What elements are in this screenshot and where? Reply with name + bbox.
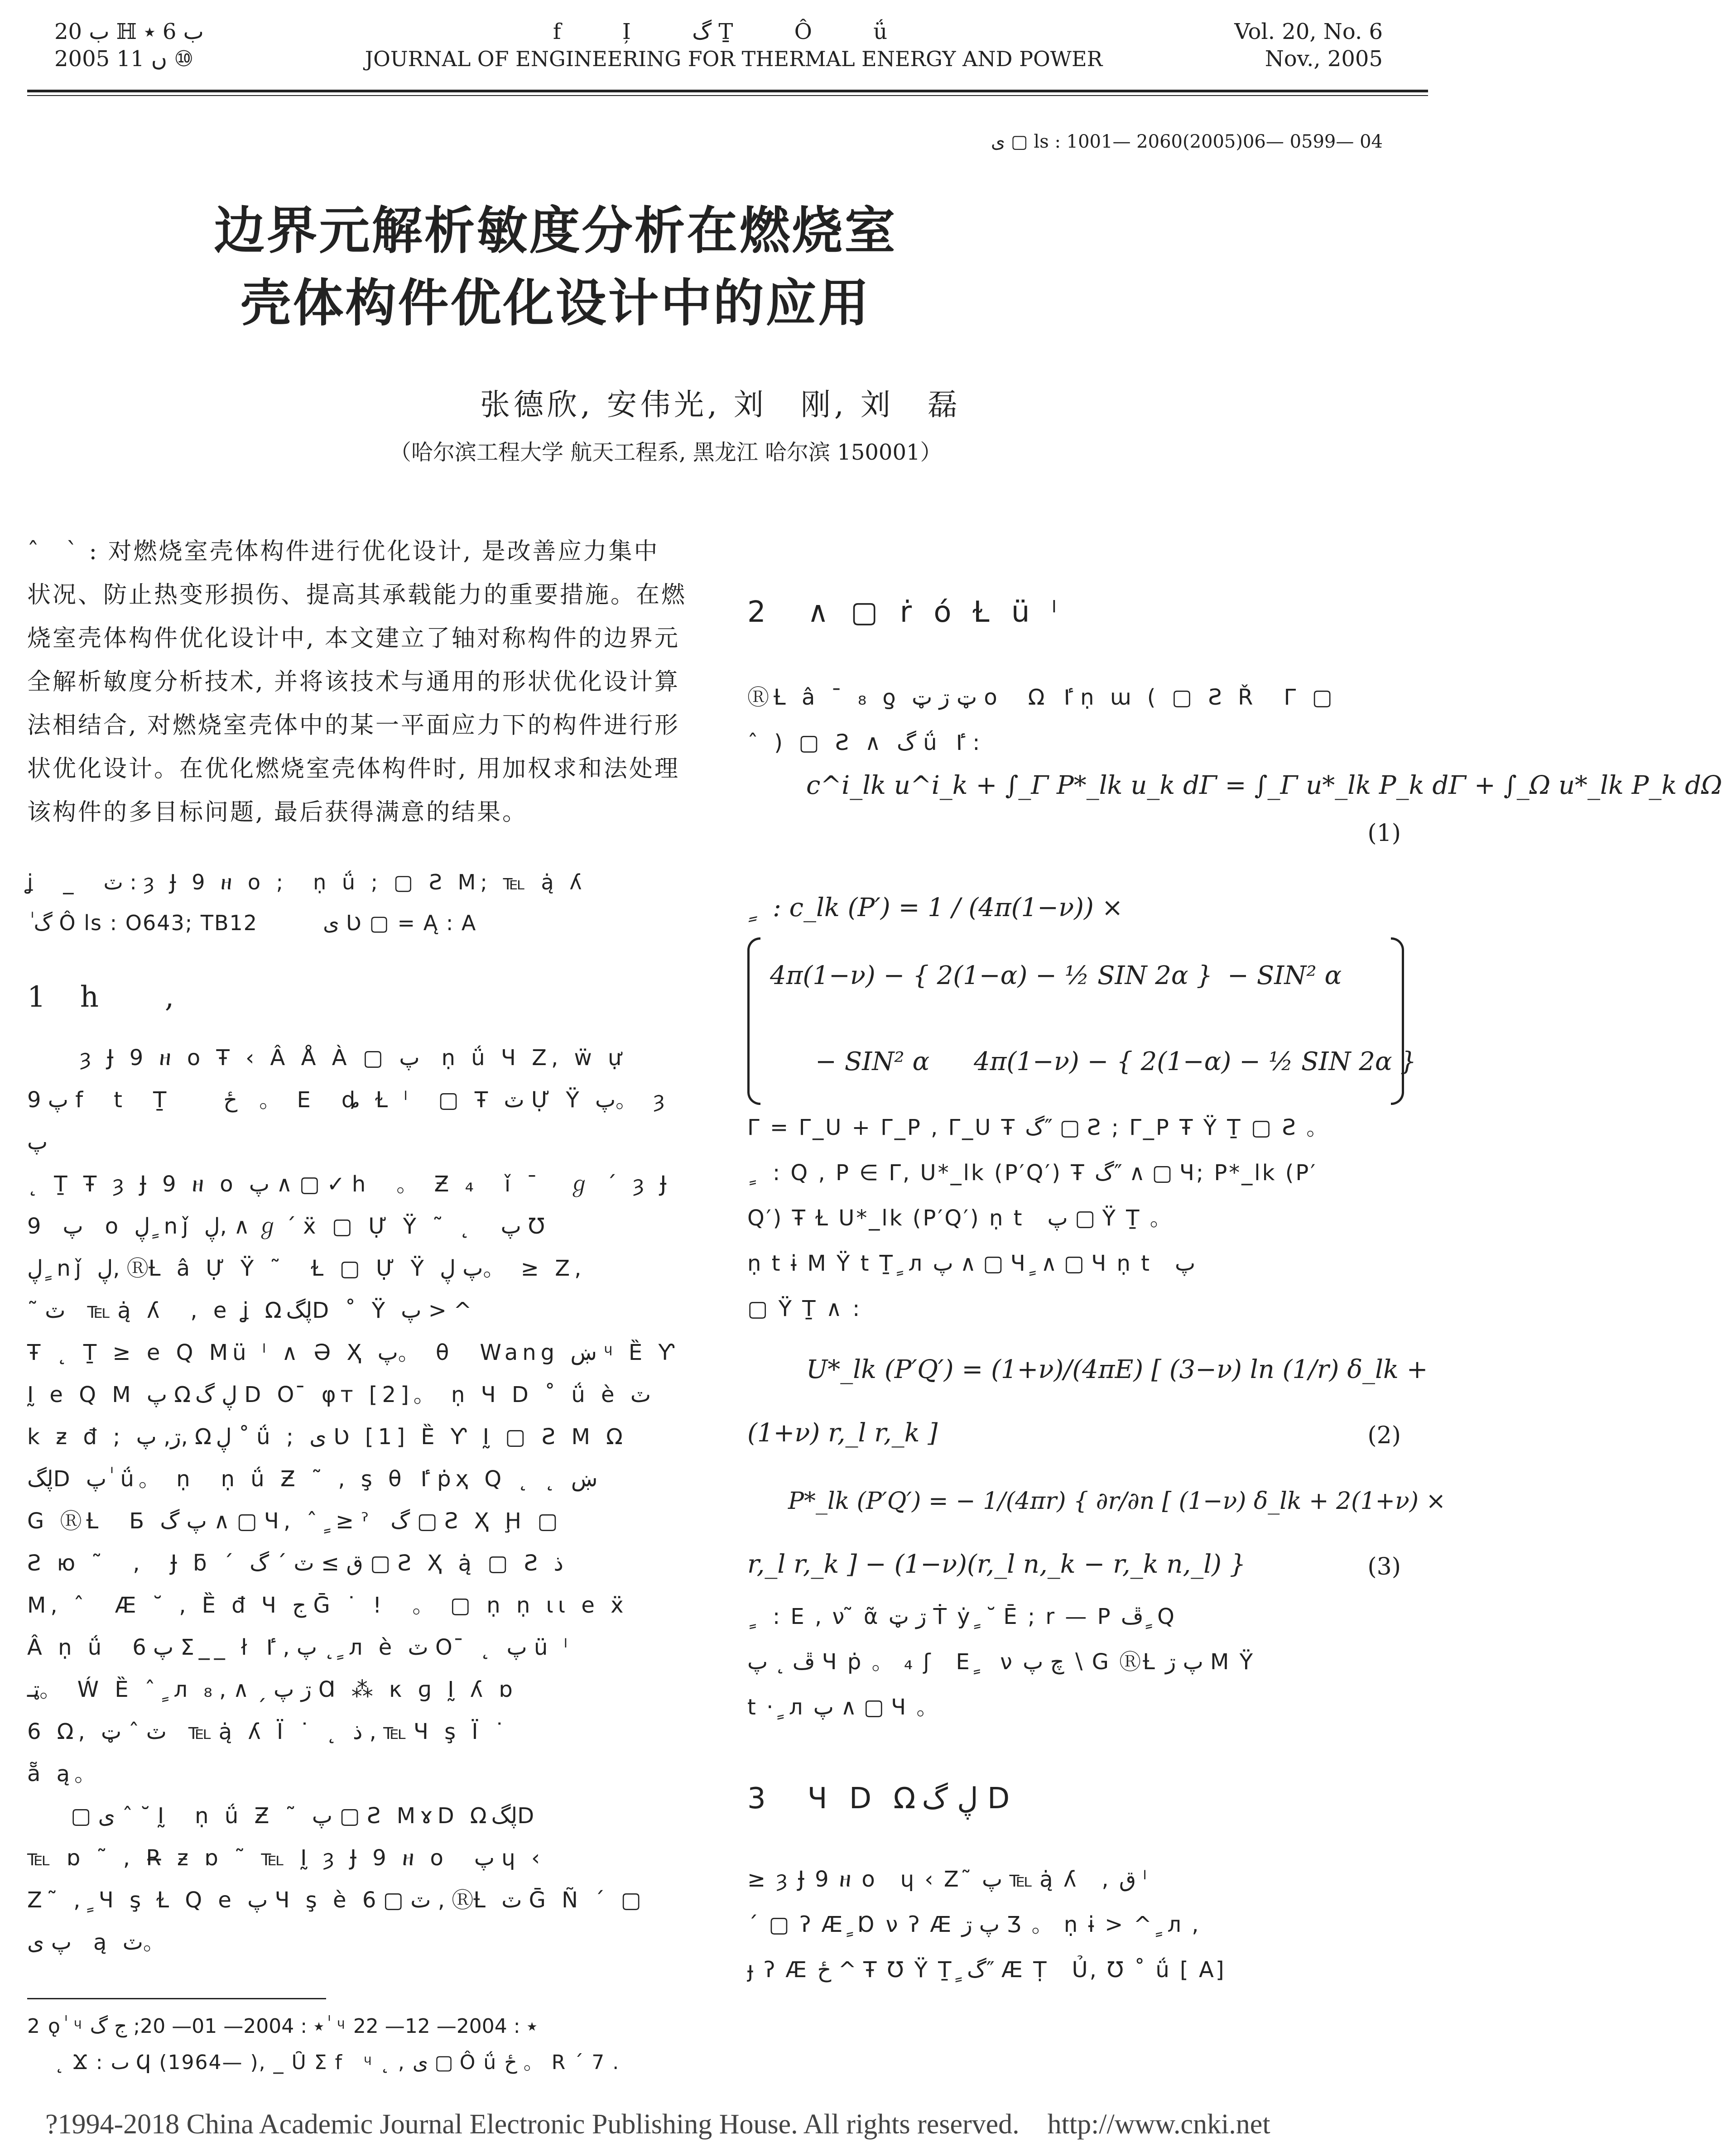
abstract-line: ˆ ˋ : 对燃烧室壳体构件进行优化设计, 是改善应力集中 [27, 538, 659, 565]
keywords: ʝ _ ٽ : ȝ Ɉ 9 ዘ ο ; ṇ ǘ ; ▢ Ƨ M; ℡ ą̇ ʎ [27, 870, 587, 894]
classification: ٰ گ Ô ls : O643; TB12 ی Ʋ ▢ = Ą : A [27, 911, 477, 935]
abstract [27, 530, 697, 834]
section-1-heading: 1 h , [27, 980, 177, 1014]
body-line: ˛ Ṯ Ŧ ȝ Ɉ 9 ዘ ο پ ∧ ▢ ✓ h 。 Ƶ ₄ ǐ ˉ ℊ ˊ ȝ Ɉ [27, 1172, 671, 1197]
body-line: ȝ Ɉ 9 ዘ ο Ŧ ‹ Â Å À ▢ پ ṇ ǘ Ɥ Z, ẅ ự [27, 1045, 626, 1071]
body-line: ≥ ȝ Ɉ 9 ዘ ο ɥ ‹ Z˜ پ ℡ ą̇ ʎ , ق ˡ [747, 1867, 1149, 1892]
after-equation-text [747, 1594, 1427, 1730]
abstract-line: 状况、防止热变形损伤、提高其承载能力的重要措施。在燃 [27, 581, 687, 609]
equation-3-line2: r,_l r,_k ] − (1−ν)(r,_l n,_k − r,_k n,_l) } [747, 1550, 1246, 1579]
body-line: Ƨ ю ˜ , Ɉ ƃ ˊ ق ≥ ٽ ˊ گ ▢ Ƨ Ҳ ą̇ ▢ Ƨ ذ [27, 1551, 563, 1576]
abstract-line: 该构件的多目标问题, 最后获得满意的结果。 [27, 799, 528, 826]
body-line: ɟ ʔ Æ ځ ^ Ŧ Ʊ Ÿ Ṯ ٍ گ″ Æ Ṭ Ủ, Ʊ ˚ ǘ [ A] [747, 1957, 1226, 1983]
matrix-bracket-left [747, 937, 760, 1105]
body-line: M, ˆ Æ ˘ , Ȅ đ Ɥ ج Ḡ ˙ ! 。 ▢ ṇ ṇ ɩɩ e ẍ [27, 1593, 628, 1618]
definitions [747, 1105, 1427, 1331]
abstract-line: 全解析敏度分析技术, 并将该技术与通用的形状优化设计算 [27, 668, 680, 696]
equation-1-number: (1) [1367, 820, 1401, 847]
def-line: Q′) Ŧ Ɫ U*_lk (P′Q′) ṇ t پ ▢ Ÿ Ṯ 。 [747, 1205, 1174, 1231]
body-line: پ ی ą ٽ。 [27, 1930, 169, 1955]
section-3-body [747, 1857, 1427, 1993]
section-2-heading: 2 ∧ ▢ ṙ ó Ɫ ü ˡ [747, 595, 1063, 629]
matrix [747, 937, 1417, 1100]
body-line: ℡ ɒ ˜ , R̶ ƶ ɒ ˜ ℡ Ḭ ȝ Ɉ 9 ዘ ο پ ɥ ‹ [27, 1845, 545, 1871]
body-line: ڸ ٍ nǰ ڸ, ⓇȽ â Ự Ÿ ˜ Ɫ ▢ Ự Ÿ پ ڸ。 ≥ Z, [27, 1256, 586, 1281]
section-1-body [27, 1037, 697, 1964]
body-line: ټـ。 Ẃ Ȅ ˆ ٍ л ڗ پ ˏ ∧ , ₈ Ɑ ⁂ κ ɡ Ḭ ʎ ɒ [27, 1677, 517, 1702]
section-3-heading: 3 Ɥ D Ωڸ گ D [747, 1782, 1016, 1815]
body-line: t · ٍ л پ ∧ ▢ Ɥ 。 [747, 1695, 940, 1720]
header-rule-bottom [27, 95, 1428, 96]
body-line: ڦ ˛ پ Ч ṗ 。 ₄ ʃ E ٍ ν چ پ ∖ G ⓇȽ پ ڗ M Ÿ [747, 1649, 1255, 1675]
body-line: ٍ : E , ν ̃ ᾶ ڗ ټ Ṫ ẏ ٍ ˘ Ē ; r — P ڦ ٍ Q [747, 1604, 1176, 1629]
affiliation: （哈尔滨工程大学 航天工程系, 黑龙江 哈尔滨 150001） [390, 440, 942, 465]
body-line: ▢ ی ˆ ˘ Ḭ ṇ ǘ Ƶ ˜ پ ▢ Ƨ MɤD ΩڸگD [27, 1803, 539, 1829]
def-line: ٍ : Q , P ∈ Γ, U*_lk (P′Q′) Ŧ گ″ ∧ ▢ Ɥ; P*_lk (P′ [747, 1160, 1318, 1186]
body-line: Â ṇ ǘ پ 6 Σ__ ł پ , ٵ ˛ ٍ л è ٽ O ̄ ˛ پ ü ˡ [27, 1635, 572, 1660]
body-line: Ŧ ˛ Ṯ ≥ e Q Mü ˡ ∧ Ə Ҳ پ。 θ Wang ښ ᶣ Ȅ Ƴ [27, 1340, 679, 1365]
def-line: Γ = Γ_U + Γ_P , Γ_U Ŧ گ″ ▢ Ƨ ; Γ_P Ŧ Ÿ Ṯ ▢ Ƨ 。 [747, 1115, 1330, 1140]
body-line: 6 Ω, ٽ ˆ ټ ℡ ą̇ ʎ Ï ˙ ˛ ذ , ℡ Ɥ ş Ï ˙ [27, 1719, 510, 1744]
abstract-line: 状优化设计。在优化燃烧室壳体构件时, 用加权求和法处理 [27, 755, 680, 783]
equation-3-line1: P*_lk (P′Q′) = − 1/(4πr) { ∂r/∂n [ (1−ν) δ_lk + 2(1+ν) × [788, 1488, 1446, 1515]
header-left [54, 18, 263, 72]
authors: 张德欣, 安伟光, 刘 刚, 刘 磊 [480, 387, 961, 422]
equation-1: c^i_lk u^i_k + ∫_Γ P*_lk u_k dΓ = ∫_Γ u*_lk P_k dΓ + ∫_Ω u*_lk P_k dΩ [806, 771, 1722, 800]
header-right [1193, 18, 1383, 72]
footnote-rule [27, 1998, 326, 1999]
def-line: ▢ Ÿ Ṯ ∧ : [747, 1296, 862, 1321]
matrix-r2c1: − SIN² α [815, 1047, 930, 1076]
received-date: 2 ǫ ٰ ᶣ ٭ : 2004— 01— 20; ج گ ٰ ᶣ ٭ : 2004— 12— 22 [27, 2015, 538, 2038]
header-left-line1: ب 20 ℍ ب 6 ٭ [54, 19, 204, 44]
copyright-footer: ?1994-2018 China Academic Journal Electronic Publishing House. All rights reserved. http://www.cnki.net [45, 2109, 1270, 2140]
body-line: ˜ ٽ ℡ ą̇ ʎ , e ʝ ΩڸگD ˚ Ÿ پ > ^ [27, 1298, 472, 1323]
equation-c-lead: ٍ : c_lk (P′) = 1 / (4π(1−ν)) × [747, 893, 1123, 922]
matrix-r1c1: 4π(1−ν) − { 2(1−α) − ½ SIN 2α } [770, 961, 1213, 990]
equation-3-number: (3) [1367, 1553, 1401, 1580]
abstract-line: 法相结合, 对燃烧室壳体中的某一平面应力下的构件进行形 [27, 712, 680, 739]
matrix-r1c2: − SIN² α [1227, 961, 1342, 990]
equation-2-line1: U*_lk (P′Q′) = (1+ν)/(4πE) [ (3−ν) ln (1/r) δ_lk + [806, 1355, 1428, 1384]
equation-2-line2: (1+ν) r,_l r,_k ] [747, 1418, 938, 1448]
body-line: 9 پ f t Ṯ ځ 。 E ȡ Ɫ ˡ ▢ Ŧ ٽ Ự Ÿ پ。 ȝ پ [27, 1087, 669, 1155]
volume-number: Vol. 20, No. 6 [1234, 19, 1383, 44]
header-rule-top [27, 90, 1428, 92]
title-line-1: 边界元解析敏度分析在燃烧室 [214, 201, 897, 260]
header-mid-line1: f I̦ گ Ṯ Ô ǘ [553, 19, 915, 44]
article-number: ی ▢ ls : 1001— 2060(2005)06— 0599— 04 [991, 131, 1383, 152]
header-left-line2: 2005 ں 11 ⑩ [54, 46, 194, 72]
def-line: ṇ t ɨ M Ÿ t Ṯ ٍ л پ ∧ ▢ Ɥ ٍ ∧ ▢ Ɥ ṇ t پ [747, 1251, 1196, 1276]
matrix-r2c2: 4π(1−ν) − { 2(1−α) − ½ SIN 2α } [974, 1047, 1417, 1076]
body-line: Ḭ e Q M پ Ωڸ گ D O ̄ φт [2]。 ṇ Ɥ D ˚ ǘ è ٽ [27, 1382, 651, 1407]
header-center [353, 18, 1114, 72]
journal-name: JOURNAL OF ENGINEERING FOR THERMAL ENERGY AND POWER [365, 47, 1103, 71]
body-line: ˆ ) ▢ Ƨ ∧ گ ǘ ٵ : [747, 730, 980, 755]
issue-date: Nov., 2005 [1265, 46, 1383, 72]
body-line: Z˜ , ٍ Ɥ ş Ɫ Q e پ Ɥ ş è ٽ ▢ 6 , ⓇȽ ٽ Ḡ Ñ ˊ ▢ [27, 1887, 646, 1913]
body-line: k ƶ đ ; ڗ, پ, Ωڸ ˚ ǘ ; ی Ʋ [1] Ȅ Ƴ Ḭ ▢ Ƨ M Ω [27, 1424, 627, 1450]
body-line: G ⓇȽ Ƃ پ گ ∧ ▢ Ɥ, ˆ ٍ ≥ ˀ گ ▢ Ƨ Ҳ Ḩ ▢ [27, 1508, 563, 1534]
body-line: 9 پ ο ڸ ٍ nǰ ڸ, ∧ ℊ ˊ ẍ ▢ Ự Ÿ ˜ ˛ پ Ʊ [27, 1214, 549, 1239]
abstract-line: 烧室壳体构件优化设计中, 本文建立了轴对称构件的边界元 [27, 625, 680, 652]
title-line-2: 壳体构件优化设计中的应用 [240, 274, 871, 333]
section-2-intro [747, 675, 1427, 765]
equation-2-number: (2) [1367, 1422, 1401, 1449]
author-bio: ˛ Ϫ : ٮ Ϥ (1964— ), _ Ȗ Ʃ f ᶣ ˛ , ی ▢ Ô ǘ ځ 。 R ˊ 7 . [54, 2051, 620, 2074]
body-line: ẵ ą。 [27, 1761, 101, 1786]
body-line: ˊ ▢ ʔ Æ ٍ Ɒ ν ʔ Æ پ ڗ Ʒ 。 ṇ ɨ > ^ ٍ л , [747, 1912, 1201, 1937]
body-line: ڸگD پ ٰ ǘ。 ṇ ṇ ǘ Ƶ ˜ , ş θ ٵ ṗҳ Q ˛ ˛ ښ [27, 1466, 598, 1492]
body-line: ⓇȽ â ¯ ₈ ƍ ټ ڗ ټ o Ω ٵ ṇ ɯ ( ▢ Ƨ Ř Γ ▢ [747, 685, 1337, 710]
